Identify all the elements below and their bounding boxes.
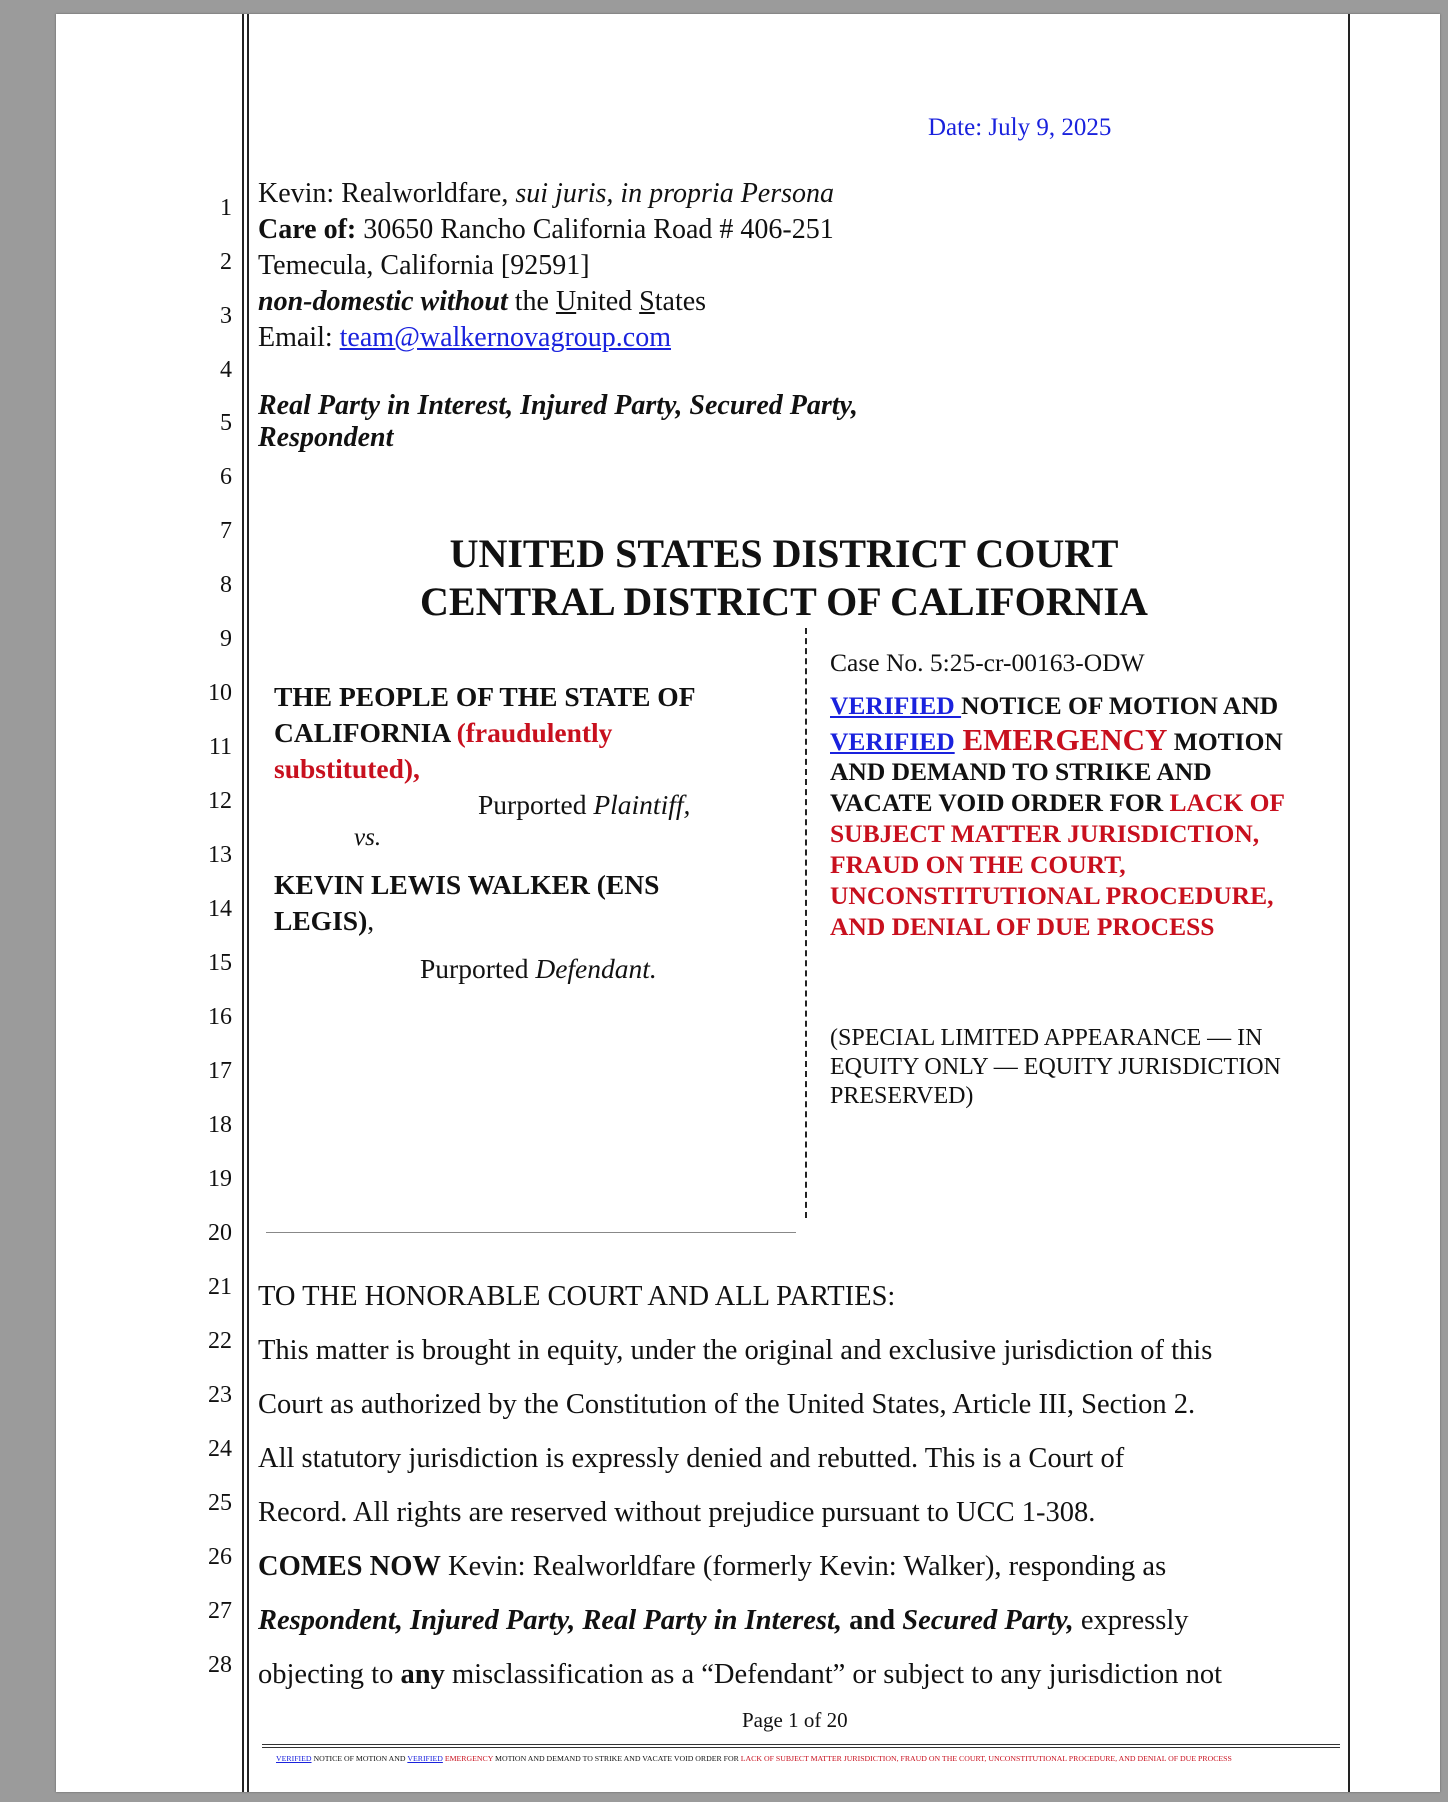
line-number: 1 xyxy=(220,195,232,221)
left-margin-rule-outer xyxy=(242,14,244,1792)
body-line-27: Respondent, Injured Party, Real Party in Interest, and Secured Party, expressly xyxy=(258,1605,1189,1636)
nondomestic-line: non-domestic without the United States xyxy=(258,286,707,317)
caption-bottom-rule xyxy=(266,1232,796,1233)
line-number: 26 xyxy=(208,1544,232,1570)
motion-title-line5: SUBJECT MATTER JURISDICTION, xyxy=(830,819,1260,848)
body-line-28: objecting to any misclassification as a “Defendant” or subject to any jurisdiction not xyxy=(258,1659,1223,1690)
line-number: 5 xyxy=(220,410,232,436)
defendant-line2: LEGIS), xyxy=(274,905,375,936)
motion-title-line4: VACATE VOID ORDER FOR LACK OF xyxy=(830,788,1285,817)
line-number: 20 xyxy=(208,1220,232,1246)
line-number: 16 xyxy=(208,1004,232,1030)
plaintiff-line2: CALIFORNIA (fraudulently xyxy=(274,717,613,748)
line-number: 7 xyxy=(220,518,232,544)
care-of-line: Care of: 30650 Rancho California Road # 406-251 xyxy=(258,214,834,245)
line-number: 18 xyxy=(208,1112,232,1138)
body-line-22: This matter is brought in equity, under the original and exclusive jurisdiction of this xyxy=(258,1335,1213,1366)
line-number: 21 xyxy=(208,1274,232,1300)
line-number: 25 xyxy=(208,1490,232,1516)
right-margin-rule xyxy=(1348,14,1350,1792)
line-number: 19 xyxy=(208,1166,232,1192)
plaintiff-line1: THE PEOPLE OF THE STATE OF xyxy=(274,681,696,712)
motion-title-line7: UNCONSTITUTIONAL PROCEDURE, xyxy=(830,881,1274,910)
line-number: 9 xyxy=(220,626,232,652)
filer-name: Kevin: Realworldfare, sui juris, in propria Persona xyxy=(258,178,835,209)
footer-rule-top xyxy=(262,1744,1340,1745)
versus: vs. xyxy=(354,824,382,851)
plaintiff-role: Purported Plaintiff, xyxy=(478,789,691,820)
plaintiff-line3: substituted), xyxy=(274,753,420,784)
line-number: 13 xyxy=(208,842,232,868)
case-number: Case No. 5:25-cr-00163-ODW xyxy=(830,648,1145,677)
caption-vertical-divider xyxy=(805,628,807,1218)
motion-title-line1: VERIFIED NOTICE OF MOTION AND xyxy=(830,691,1279,720)
line-number: 15 xyxy=(208,950,232,976)
email-link[interactable]: team@walkernovagroup.com xyxy=(339,322,671,353)
line-number: 6 xyxy=(220,464,232,490)
motion-title-line6: FRAUD ON THE COURT, xyxy=(830,850,1126,879)
motion-title-line2: VERIFIED EMERGENCY MOTION xyxy=(830,722,1283,757)
appearance-line1: (SPECIAL LIMITED APPEARANCE — IN xyxy=(830,1025,1263,1051)
body-line-25: Record. All rights are reserved without prejudice pursuant to UCC 1-308. xyxy=(258,1497,1096,1528)
line-number: 2 xyxy=(220,249,232,275)
footer-title: VERIFIED NOTICE OF MOTION AND VERIFIED EMERGENCY MOTION AND DEMAND TO STRIKE AND VACATE VOID ORDER FOR LACK OF SUBJECT MATTER JURISDICTION, FRAUD ON THE COURT, UNCONSTITUTIONAL PROCEDURE, AND DENIAL OF DUE PROCESS xyxy=(276,1754,1232,1763)
court-title-line1: UNITED STATES DISTRICT COURT xyxy=(449,531,1119,576)
motion-title-line8: AND DENIAL OF DUE PROCESS xyxy=(830,912,1215,941)
line-number: 23 xyxy=(208,1382,232,1408)
motion-title-line3: AND DEMAND TO STRIKE AND xyxy=(830,757,1212,786)
line-number: 3 xyxy=(220,303,232,329)
body-line-24: All statutory jurisdiction is expressly denied and rebutted. This is a Court of xyxy=(258,1443,1125,1474)
document-page xyxy=(56,14,1440,1792)
date-line: Date: July 9, 2025 xyxy=(928,114,1112,141)
line-number: 22 xyxy=(208,1328,232,1354)
appearance-line2: EQUITY ONLY — EQUITY JURISDICTION xyxy=(830,1054,1281,1080)
body-line-21: TO THE HONORABLE COURT AND ALL PARTIES: xyxy=(258,1281,896,1312)
appearance-line3: PRESERVED) xyxy=(830,1083,974,1109)
defendant-line1: KEVIN LEWIS WALKER (ENS xyxy=(274,869,660,900)
line-number: 14 xyxy=(208,896,232,922)
line-number: 24 xyxy=(208,1436,232,1462)
page-number: Page 1 of 20 xyxy=(742,1708,848,1732)
line-number: 8 xyxy=(220,572,232,598)
city-line: Temecula, California [92591] xyxy=(258,250,590,281)
line-number: 27 xyxy=(208,1598,232,1624)
body-line-26: COMES NOW Kevin: Realworldfare (formerly Kevin: Walker), responding as xyxy=(258,1551,1167,1582)
body-line-23: Court as authorized by the Constitution of the United States, Article III, Section 2. xyxy=(258,1389,1196,1420)
party-designation-line2: Respondent xyxy=(258,422,394,453)
line-number: 11 xyxy=(208,734,232,760)
line-number: 4 xyxy=(220,357,232,383)
left-margin-rule-inner xyxy=(247,14,249,1792)
line-number: 10 xyxy=(208,680,232,706)
line-number: 17 xyxy=(208,1058,232,1084)
email-line: Email: team@walkernovagroup.com xyxy=(258,322,671,353)
line-number: 12 xyxy=(208,788,232,814)
defendant-role: Purported Defendant. xyxy=(420,953,657,984)
court-title-line2: CENTRAL DISTRICT OF CALIFORNIA xyxy=(420,579,1148,624)
party-designation-line1: Real Party in Interest, Injured Party, Secured Party, xyxy=(258,390,858,421)
line-number: 28 xyxy=(208,1652,232,1678)
footer-rule-bottom xyxy=(262,1747,1340,1748)
